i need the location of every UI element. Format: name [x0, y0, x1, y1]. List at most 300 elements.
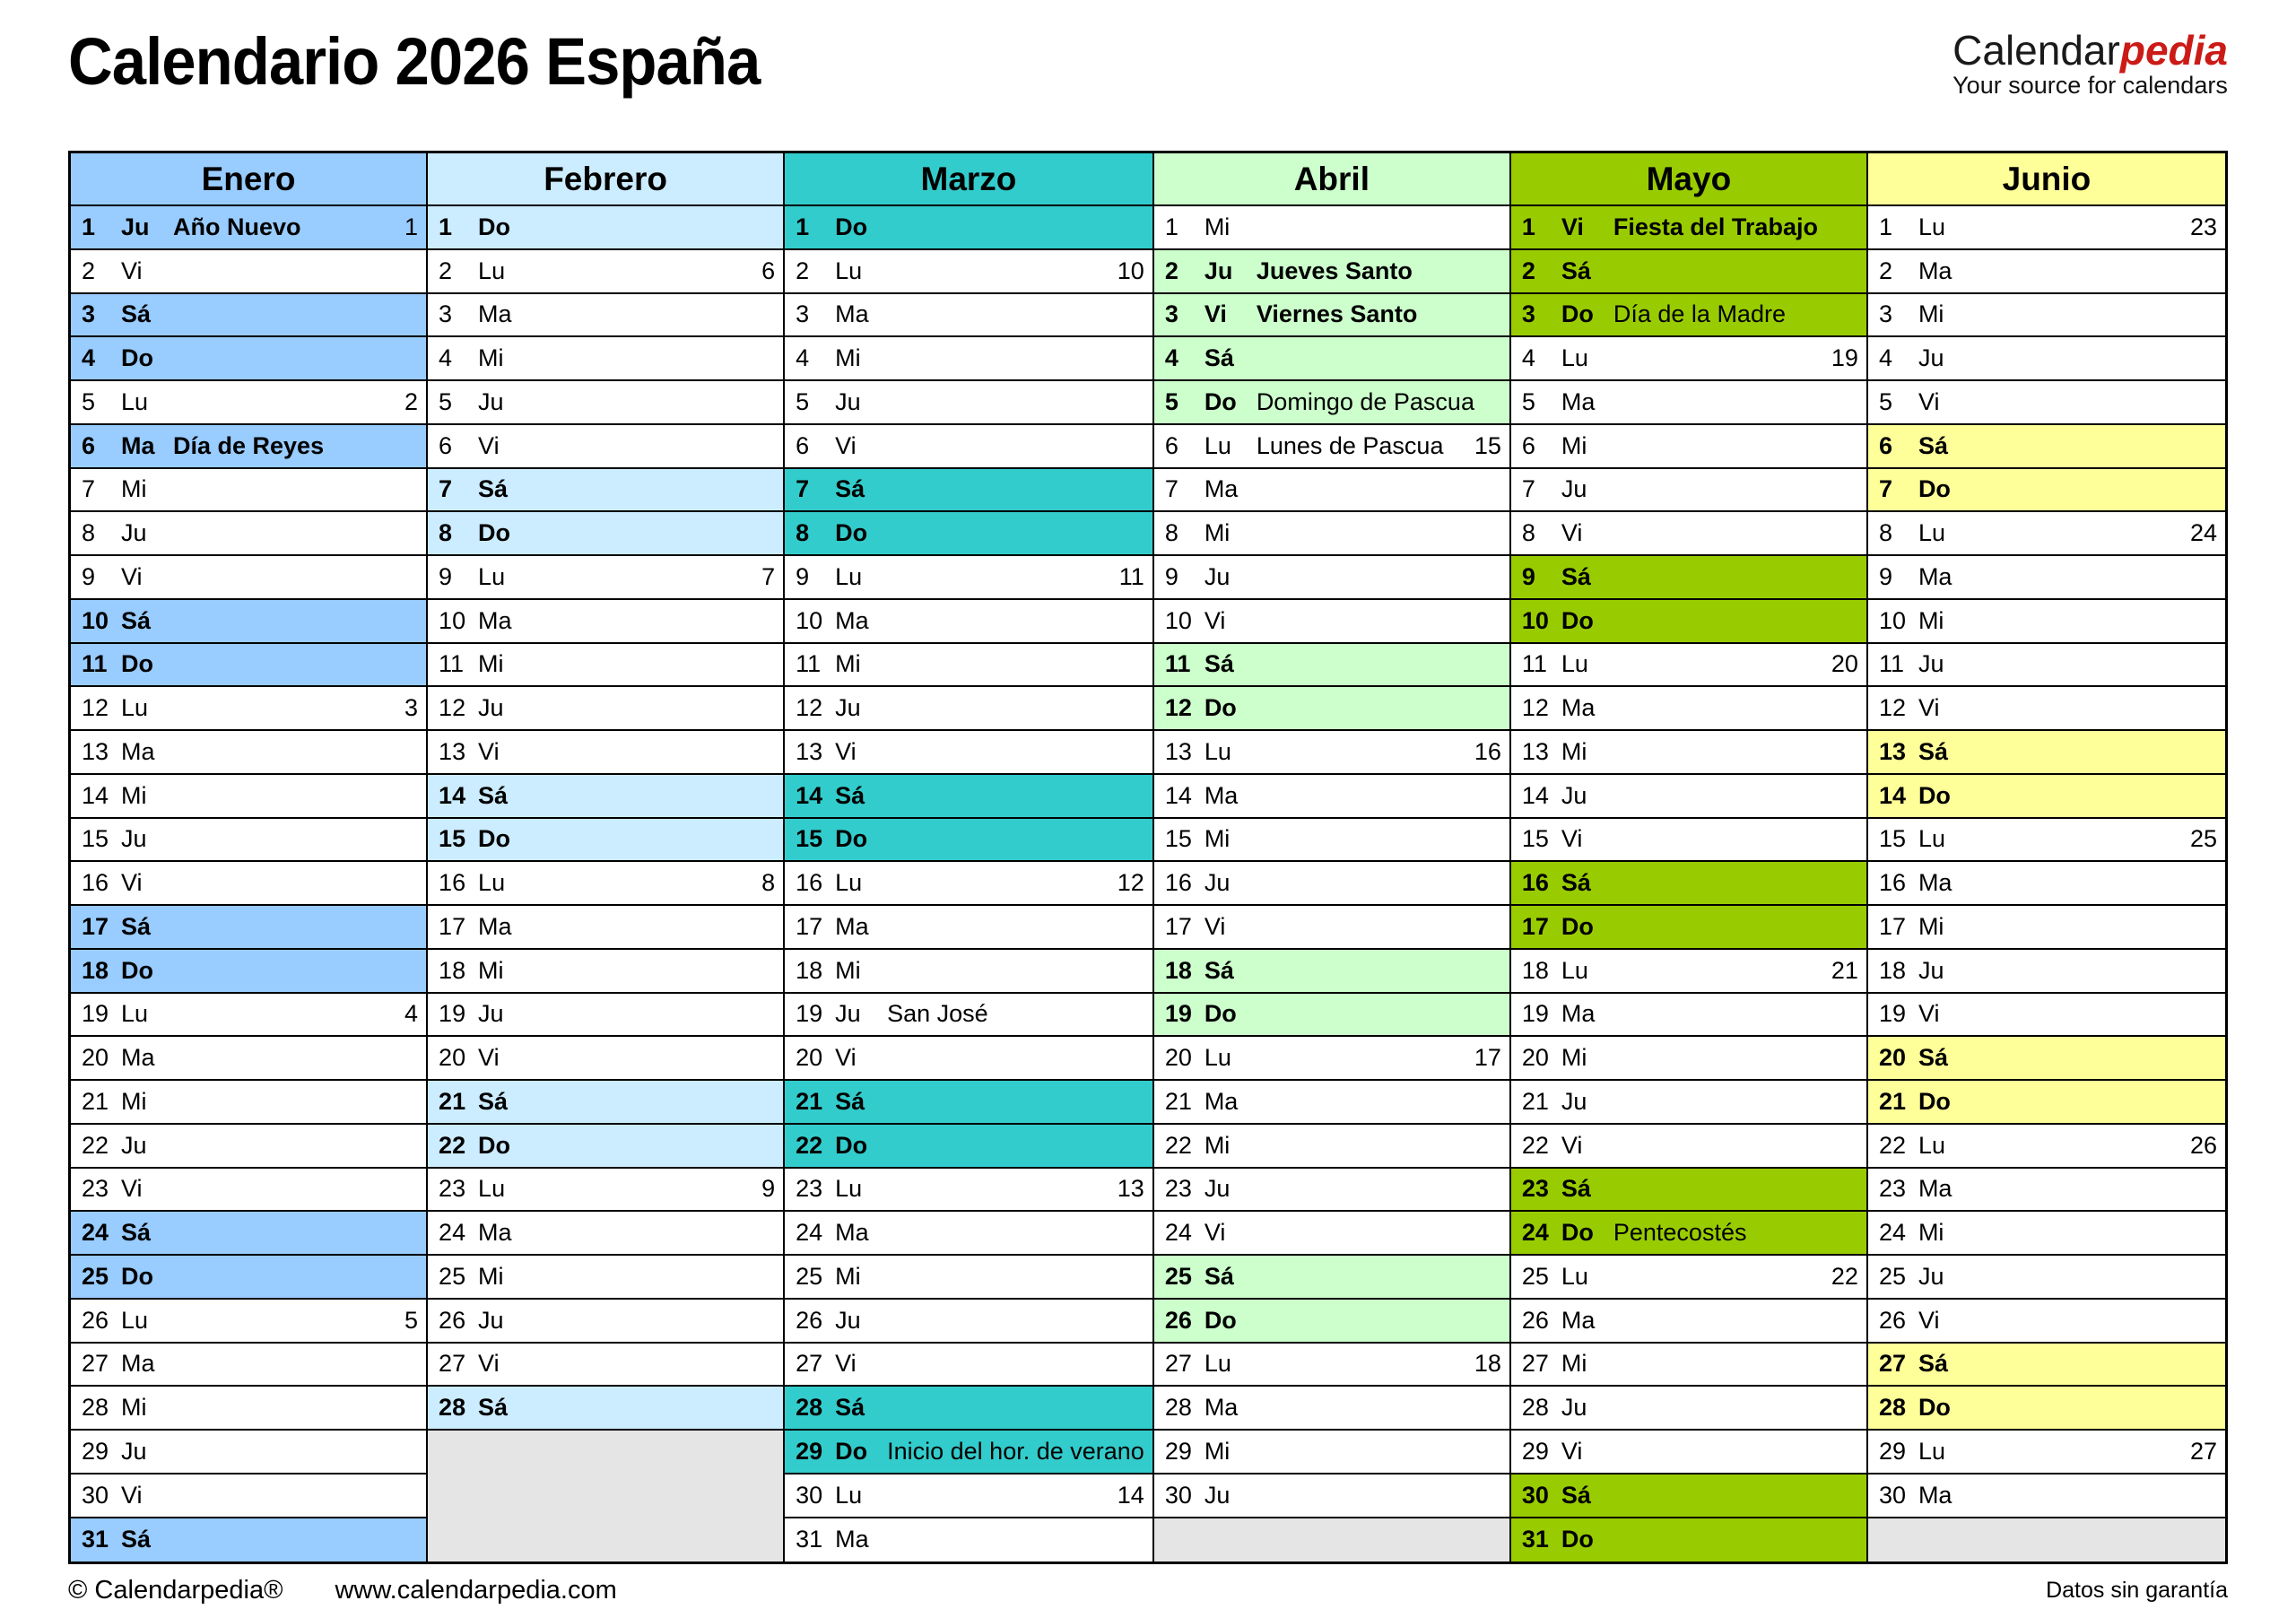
weekday-abbr: Mi — [1204, 213, 1231, 240]
weekday-abbr: Lu — [835, 257, 863, 284]
day-cell-abril-7 — [1154, 469, 1509, 513]
weekday-abbr: Vi — [1561, 1437, 1583, 1465]
weekday-abbr: Vi — [478, 431, 500, 459]
day-number: 24 — [1878, 1219, 1906, 1247]
holiday-name: Año Nuevo — [173, 213, 301, 240]
day-number: 9 — [1164, 562, 1178, 590]
month-column-junio — [1868, 153, 2225, 1561]
week-number: 16 — [1474, 737, 1501, 765]
week-number: 19 — [1831, 344, 1858, 372]
day-number: 10 — [1521, 606, 1549, 634]
day-number: 14 — [439, 781, 466, 809]
day-number: 31 — [82, 1526, 109, 1553]
day-cell-junio-26 — [1868, 1300, 2225, 1344]
day-number: 19 — [439, 1000, 466, 1028]
day-cell-enero-13 — [71, 731, 426, 775]
day-cell-marzo-28 — [785, 1387, 1152, 1431]
day-number: 19 — [82, 1000, 109, 1028]
weekday-abbr: Vi — [121, 1481, 143, 1509]
weekday-abbr: Sá — [1918, 737, 1948, 765]
day-number: 22 — [796, 1131, 823, 1159]
day-cell-febrero-25 — [428, 1256, 783, 1300]
weekday-abbr: Sá — [1561, 562, 1591, 590]
day-cell-junio-9 — [1868, 556, 2225, 600]
weekday-abbr: Lu — [121, 387, 149, 415]
weekday-abbr: Sá — [1918, 1350, 1948, 1378]
day-cell-enero-23 — [71, 1169, 426, 1213]
day-cell-enero-3 — [71, 294, 426, 338]
day-number: 18 — [1164, 956, 1192, 984]
weekday-abbr: Sá — [835, 781, 865, 809]
day-cell-enero-8 — [71, 512, 426, 556]
weekday-abbr: Lu — [1204, 1350, 1231, 1378]
day-cell-febrero-14 — [428, 775, 783, 819]
month-column-enero — [71, 153, 428, 1561]
weekday-abbr: Mi — [1561, 737, 1587, 765]
weekday-abbr: Do — [1204, 694, 1237, 722]
weekday-abbr: Do — [1561, 606, 1594, 634]
holiday-name: Domingo de Pascua — [1256, 387, 1474, 415]
day-number: 24 — [439, 1219, 466, 1247]
day-number: 1 — [82, 213, 96, 240]
day-number: 24 — [1521, 1219, 1549, 1247]
weekday-abbr: Mi — [835, 956, 861, 984]
week-number: 26 — [2189, 1131, 2217, 1159]
weekday-abbr: Lu — [478, 1175, 506, 1203]
week-number: 9 — [761, 1175, 776, 1203]
day-number: 23 — [439, 1175, 466, 1203]
day-number: 3 — [1521, 300, 1535, 328]
day-number: 9 — [1521, 562, 1535, 590]
day-cell-abril-16 — [1154, 862, 1509, 906]
day-number: 10 — [82, 606, 109, 634]
day-number: 11 — [439, 650, 465, 678]
day-number: 16 — [796, 869, 823, 897]
weekday-abbr: Mi — [835, 1262, 861, 1290]
weekday-abbr: Ma — [835, 1219, 869, 1247]
day-cell-febrero-21 — [428, 1081, 783, 1125]
day-cell-mayo-1 — [1511, 206, 1866, 250]
day-cell-marzo-29 — [785, 1431, 1152, 1474]
day-cell-abril-18 — [1154, 950, 1509, 994]
weekday-abbr: Lu — [835, 869, 863, 897]
day-cell-marzo-8 — [785, 512, 1152, 556]
week-number: 2 — [404, 387, 419, 415]
day-number: 17 — [1521, 912, 1549, 940]
day-number: 1 — [439, 213, 453, 240]
weekday-abbr: Do — [1918, 1087, 1951, 1115]
month-header-mayo: Mayo — [1511, 153, 1866, 206]
day-cell-abril-12 — [1154, 687, 1509, 731]
weekday-abbr: Lu — [1918, 825, 1945, 853]
week-number: 5 — [404, 1306, 419, 1334]
day-cell-enero-7 — [71, 469, 426, 513]
week-number: 15 — [1474, 431, 1501, 459]
weekday-abbr: Ju — [1204, 562, 1231, 590]
day-cell-abril-9 — [1154, 556, 1509, 600]
day-cell-mayo-31 — [1511, 1518, 1866, 1562]
weekday-abbr: Ju — [1561, 1394, 1587, 1422]
day-cell-abril-17 — [1154, 906, 1509, 950]
day-cell-enero-2 — [71, 250, 426, 294]
weekday-abbr: Do — [121, 1262, 153, 1290]
day-number: 6 — [1878, 431, 1892, 459]
weekday-abbr: Ma — [1918, 869, 1952, 897]
day-cell-enero-19 — [71, 994, 426, 1038]
weekday-abbr: Lu — [835, 1175, 863, 1203]
weekday-abbr: Ju — [1561, 475, 1587, 503]
day-cell-abril-13 — [1154, 731, 1509, 775]
day-cell-junio-6 — [1868, 425, 2225, 469]
day-cell-abril-6 — [1154, 425, 1509, 469]
weekday-abbr: Vi — [478, 737, 500, 765]
weekday-abbr: Do — [835, 825, 868, 853]
day-number: 29 — [1521, 1437, 1549, 1465]
day-cell-mayo-21 — [1511, 1081, 1866, 1125]
weekday-abbr: Sá — [1204, 956, 1234, 984]
weekday-abbr: Do — [1204, 1000, 1237, 1028]
weekday-abbr: Do — [478, 519, 511, 547]
day-number: 12 — [1878, 694, 1906, 722]
day-cell-marzo-17 — [785, 906, 1152, 950]
day-number: 15 — [1878, 825, 1906, 853]
weekday-abbr: Ma — [478, 300, 512, 328]
weekday-abbr: Ju — [1204, 869, 1231, 897]
day-cell-marzo-24 — [785, 1212, 1152, 1256]
day-cell-abril-21 — [1154, 1081, 1509, 1125]
day-cell-febrero-19 — [428, 994, 783, 1038]
day-number: 9 — [439, 562, 453, 590]
day-cell-marzo-21 — [785, 1081, 1152, 1125]
day-number: 27 — [1521, 1350, 1549, 1378]
month-header-marzo: Marzo — [785, 153, 1152, 206]
day-cell-junio-23 — [1868, 1169, 2225, 1213]
day-cell-mayo-3 — [1511, 294, 1866, 338]
day-cell-enero-24 — [71, 1212, 426, 1256]
day-cell-febrero-2 — [428, 250, 783, 294]
day-number: 29 — [1878, 1437, 1906, 1465]
day-cell-enero-14 — [71, 775, 426, 819]
weekday-abbr: Ju — [1918, 1262, 1944, 1290]
month-header-abril: Abril — [1154, 153, 1509, 206]
day-cell-enero-4 — [71, 337, 426, 381]
day-number: 7 — [82, 475, 96, 503]
weekday-abbr: Do — [1561, 300, 1594, 328]
day-number: 15 — [1521, 825, 1549, 853]
month-column-abril — [1154, 153, 1511, 1561]
day-number: 6 — [82, 431, 96, 459]
day-number: 3 — [1164, 300, 1178, 328]
weekday-abbr: Ju — [1561, 1087, 1587, 1115]
day-number: 20 — [1521, 1044, 1549, 1072]
week-number: 21 — [1831, 956, 1858, 984]
weekday-abbr: Ju — [1918, 650, 1944, 678]
weekday-abbr: Sá — [835, 1394, 865, 1422]
day-cell-marzo-14 — [785, 775, 1152, 819]
weekday-abbr: Ma — [835, 1526, 869, 1553]
day-cell-febrero-13 — [428, 731, 783, 775]
day-number: 10 — [1878, 606, 1906, 634]
day-cell-febrero-3 — [428, 294, 783, 338]
day-cell-mayo-11 — [1511, 644, 1866, 688]
day-number: 2 — [796, 257, 810, 284]
weekday-abbr: Sá — [1561, 257, 1591, 284]
weekday-abbr: Sá — [1204, 344, 1234, 372]
day-cell-mayo-18 — [1511, 950, 1866, 994]
weekday-abbr: Ma — [1918, 1175, 1952, 1203]
day-cell-mayo-23 — [1511, 1169, 1866, 1213]
weekday-abbr: Ma — [1561, 1000, 1596, 1028]
weekday-abbr: Ma — [1561, 1306, 1596, 1334]
day-number: 12 — [1521, 694, 1549, 722]
day-cell-mayo-28 — [1511, 1387, 1866, 1431]
day-cell-abril-2 — [1154, 250, 1509, 294]
day-number: 15 — [82, 825, 109, 853]
weekday-abbr: Mi — [478, 1262, 504, 1290]
day-number: 24 — [796, 1219, 823, 1247]
day-cell-junio-30 — [1868, 1474, 2225, 1518]
weekday-abbr: Vi — [121, 869, 143, 897]
weekday-abbr: Ju — [1918, 344, 1944, 372]
holiday-name: Día de Reyes — [173, 431, 325, 459]
day-number: 23 — [1878, 1175, 1906, 1203]
day-cell-abril-22 — [1154, 1125, 1509, 1169]
weekday-abbr: Lu — [478, 869, 506, 897]
weekday-abbr: Ma — [1918, 257, 1952, 284]
weekday-abbr: Vi — [835, 431, 857, 459]
day-number: 21 — [82, 1087, 109, 1115]
weekday-abbr: Mi — [1204, 1131, 1231, 1159]
weekday-abbr: Do — [1918, 475, 1951, 503]
day-number: 18 — [796, 956, 823, 984]
day-number: 8 — [1521, 519, 1535, 547]
logo-wordmark — [1952, 29, 2228, 72]
weekday-abbr: Mi — [478, 650, 504, 678]
day-cell-enero-20 — [71, 1037, 426, 1081]
day-cell-mayo-30 — [1511, 1474, 1866, 1518]
day-number: 30 — [1521, 1481, 1549, 1509]
week-number: 13 — [1117, 1175, 1144, 1203]
day-cell-junio-21 — [1868, 1081, 2225, 1125]
day-number: 11 — [796, 650, 822, 678]
weekday-abbr: Vi — [1918, 387, 1940, 415]
day-cell-enero-31 — [71, 1518, 426, 1562]
weekday-abbr: Sá — [835, 475, 865, 503]
weekday-abbr: Ju — [121, 1437, 147, 1465]
day-number: 24 — [1164, 1219, 1192, 1247]
day-number: 10 — [1164, 606, 1192, 634]
day-number: 6 — [796, 431, 810, 459]
week-number: 10 — [1117, 257, 1144, 284]
day-number: 28 — [1878, 1394, 1906, 1422]
weekday-abbr: Sá — [121, 300, 152, 328]
day-cell-junio-7 — [1868, 469, 2225, 513]
day-number: 18 — [1878, 956, 1906, 984]
day-number: 8 — [82, 519, 96, 547]
weekday-abbr: Lu — [1204, 737, 1231, 765]
weekday-abbr: Sá — [121, 606, 152, 634]
top-bar — [68, 23, 2228, 142]
weekday-abbr: Ma — [1561, 694, 1596, 722]
day-cell-enero-21 — [71, 1081, 426, 1125]
day-number: 13 — [1878, 737, 1906, 765]
day-cell-junio-13 — [1868, 731, 2225, 775]
day-cell-enero-10 — [71, 600, 426, 644]
day-cell-junio-16 — [1868, 862, 2225, 906]
day-cell-febrero-18 — [428, 950, 783, 994]
day-number: 28 — [82, 1394, 109, 1422]
day-cell-febrero-12 — [428, 687, 783, 731]
day-number: 30 — [1164, 1481, 1192, 1509]
day-cell-marzo-25 — [785, 1256, 1152, 1300]
weekday-abbr: Mi — [121, 1394, 147, 1422]
weekday-abbr: Mi — [1918, 912, 1944, 940]
day-number: 1 — [1521, 213, 1535, 240]
day-number: 27 — [439, 1350, 466, 1378]
holiday-name: San José — [887, 1000, 988, 1028]
day-number: 7 — [439, 475, 453, 503]
day-cell-febrero-28 — [428, 1387, 783, 1431]
weekday-abbr: Vi — [835, 1350, 857, 1378]
weekday-abbr: Sá — [121, 1526, 152, 1553]
day-cell-junio-14 — [1868, 775, 2225, 819]
day-number: 4 — [796, 344, 810, 372]
day-cell-abril-25 — [1154, 1256, 1509, 1300]
logo-text-black: Calendar — [1952, 27, 2120, 74]
day-cell-abril-15 — [1154, 819, 1509, 863]
day-number: 23 — [1164, 1175, 1192, 1203]
day-number: 31 — [1521, 1526, 1549, 1553]
day-number: 13 — [1164, 737, 1192, 765]
day-number: 17 — [82, 912, 109, 940]
weekday-abbr: Mi — [1561, 1044, 1587, 1072]
weekday-abbr: Ju — [478, 1000, 504, 1028]
weekday-abbr: Lu — [1204, 1044, 1231, 1072]
day-cell-mayo-10 — [1511, 600, 1866, 644]
day-cell-junio-25 — [1868, 1256, 2225, 1300]
day-cell-enero-18 — [71, 950, 426, 994]
month-column-marzo — [785, 153, 1154, 1561]
weekday-abbr: Vi — [835, 1044, 857, 1072]
day-cell-abril-27 — [1154, 1344, 1509, 1387]
day-cell-febrero-8 — [428, 512, 783, 556]
weekday-abbr: Ju — [835, 1000, 861, 1028]
day-cell-marzo-16 — [785, 862, 1152, 906]
day-cell-abril-11 — [1154, 644, 1509, 688]
day-cell-mayo-2 — [1511, 250, 1866, 294]
day-cell-mayo-6 — [1511, 425, 1866, 469]
weekday-abbr: Ma — [1204, 475, 1239, 503]
day-number: 15 — [439, 825, 466, 853]
day-cell-marzo-4 — [785, 337, 1152, 381]
day-cell-junio-18 — [1868, 950, 2225, 994]
day-cell-abril-10 — [1154, 600, 1509, 644]
weekday-abbr: Do — [1204, 387, 1237, 415]
day-number: 10 — [796, 606, 823, 634]
day-cell-abril-26 — [1154, 1300, 1509, 1344]
weekday-abbr: Mi — [121, 781, 147, 809]
day-number: 22 — [1878, 1131, 1906, 1159]
day-number: 11 — [82, 650, 108, 678]
week-number: 1 — [404, 213, 419, 240]
weekday-abbr: Do — [478, 1131, 511, 1159]
day-number: 4 — [1878, 344, 1892, 372]
weekday-abbr: Sá — [478, 475, 509, 503]
day-number: 21 — [1164, 1087, 1192, 1115]
weekday-abbr: Ju — [478, 387, 504, 415]
day-cell-enero-9 — [71, 556, 426, 600]
weekday-abbr: Lu — [1561, 650, 1588, 678]
day-cell-mayo-15 — [1511, 819, 1866, 863]
weekday-abbr: Mi — [1561, 1350, 1587, 1378]
day-number: 5 — [1878, 387, 1892, 415]
day-number: 4 — [1164, 344, 1178, 372]
day-number: 12 — [439, 694, 466, 722]
weekday-abbr: Do — [1561, 1526, 1594, 1553]
day-cell-abril-8 — [1154, 512, 1509, 556]
day-cell-abril-14 — [1154, 775, 1509, 819]
day-cell-marzo-7 — [785, 469, 1152, 513]
day-cell-abril-5 — [1154, 381, 1509, 425]
day-cell-enero-27 — [71, 1344, 426, 1387]
day-number: 1 — [1164, 213, 1178, 240]
empty-cell-febrero — [428, 1431, 783, 1561]
week-number: 4 — [404, 1000, 419, 1028]
day-number: 14 — [796, 781, 823, 809]
day-number: 5 — [796, 387, 810, 415]
holiday-name: Día de la Madre — [1613, 300, 1786, 328]
weekday-abbr: Ju — [835, 694, 861, 722]
day-cell-junio-24 — [1868, 1212, 2225, 1256]
day-number: 13 — [439, 737, 466, 765]
day-cell-junio-27 — [1868, 1344, 2225, 1387]
day-number: 7 — [796, 475, 810, 503]
day-number: 4 — [1521, 344, 1535, 372]
day-cell-abril-28 — [1154, 1387, 1509, 1431]
weekday-abbr: Lu — [1204, 431, 1231, 459]
day-cell-febrero-5 — [428, 381, 783, 425]
day-number: 11 — [1878, 650, 1904, 678]
day-cell-mayo-25 — [1511, 1256, 1866, 1300]
weekday-abbr: Ju — [121, 519, 147, 547]
weekday-abbr: Sá — [1204, 650, 1234, 678]
day-number: 29 — [1164, 1437, 1192, 1465]
weekday-abbr: Mi — [1918, 1219, 1944, 1247]
day-number: 16 — [82, 869, 109, 897]
weekday-abbr: Ju — [835, 1306, 861, 1334]
day-number: 2 — [439, 257, 453, 284]
day-number: 1 — [796, 213, 810, 240]
day-cell-febrero-26 — [428, 1300, 783, 1344]
day-cell-mayo-29 — [1511, 1431, 1866, 1474]
day-cell-enero-22 — [71, 1125, 426, 1169]
day-number: 6 — [1521, 431, 1535, 459]
weekday-abbr: Ju — [478, 1306, 504, 1334]
weekday-abbr: Lu — [121, 1000, 149, 1028]
day-number: 3 — [82, 300, 96, 328]
weekday-abbr: Do — [835, 213, 868, 240]
day-cell-febrero-17 — [428, 906, 783, 950]
day-cell-junio-17 — [1868, 906, 2225, 950]
day-cell-abril-4 — [1154, 337, 1509, 381]
day-number: 8 — [1878, 519, 1892, 547]
weekday-abbr: Ma — [121, 431, 155, 459]
day-number: 13 — [82, 737, 109, 765]
weekday-abbr: Lu — [1918, 1437, 1945, 1465]
weekday-abbr: Vi — [1204, 606, 1226, 634]
day-number: 16 — [439, 869, 466, 897]
weekday-abbr: Ma — [1918, 562, 1952, 590]
